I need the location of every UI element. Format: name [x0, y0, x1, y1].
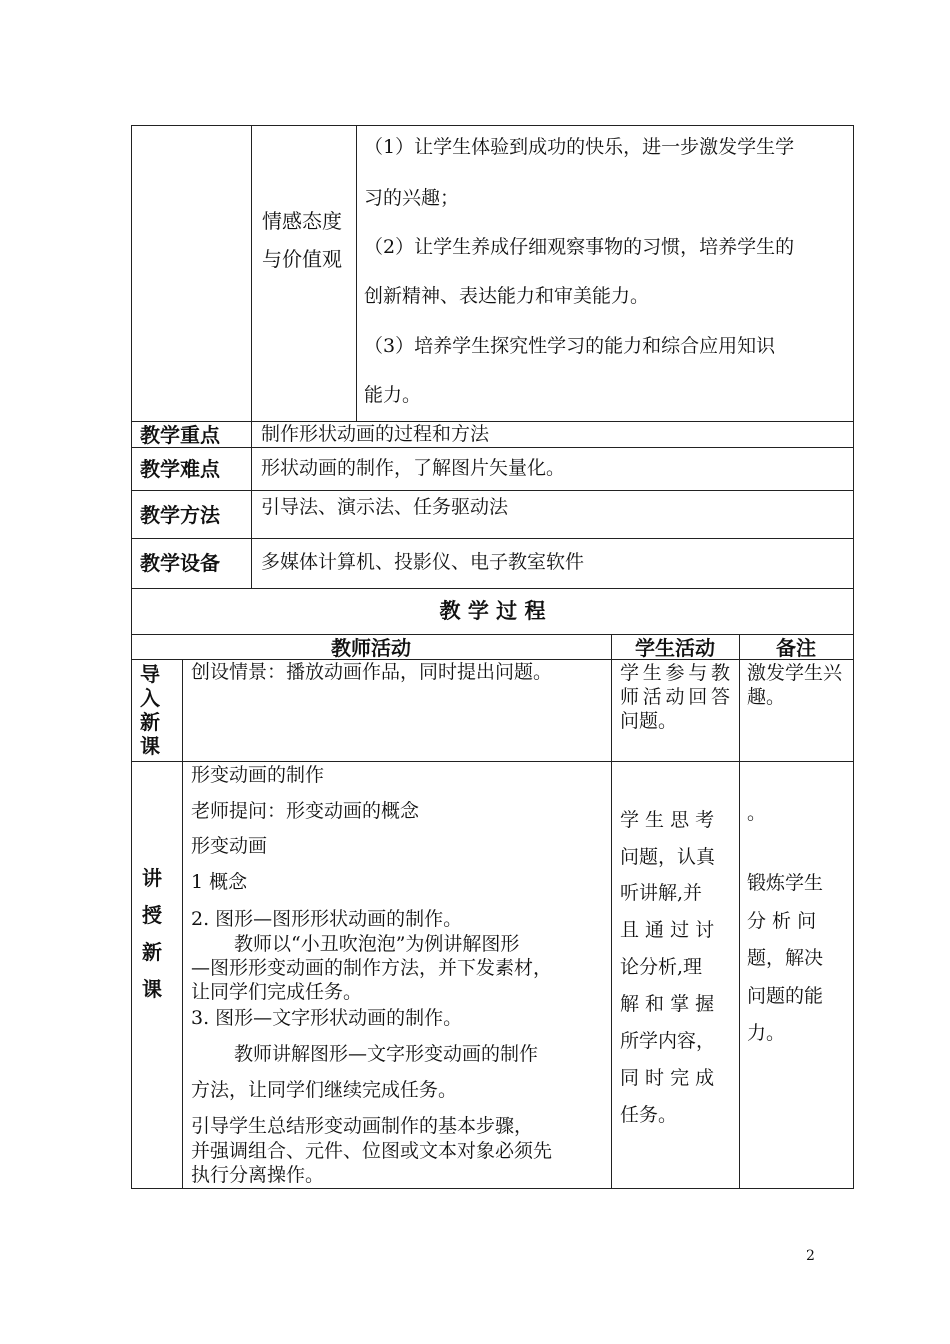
table-border-right [853, 125, 854, 1189]
lecture-teacher-line: 1 概念 [191, 871, 248, 893]
lecture-teacher-line: 2. 图形—图形形状动画的制作。 [191, 908, 463, 930]
divider [131, 634, 854, 635]
lecture-teacher-line: —图形形变动画的制作方法，并下发素材， [191, 957, 553, 979]
lecture-student-line: 论分析,理 [620, 956, 703, 978]
intro-teacher: 创设情景：播放动画作品，同时提出问题。 [191, 661, 553, 683]
info-label-difficulty: 教学难点 [140, 457, 220, 481]
lecture-student-line: 学 生 思 考 [620, 809, 715, 831]
column-header-teacher: 教师活动 [331, 636, 411, 660]
table-border-bottom [131, 1188, 854, 1189]
lecture-teacher-line: 并强调组合、元件、位图或文本对象必须先 [191, 1140, 553, 1162]
divider [739, 634, 740, 1189]
page-number: 2 [806, 1248, 815, 1264]
lecture-note-line: 问题的能 [747, 985, 824, 1007]
info-value-key-point: 制作形状动画的过程和方法 [261, 423, 490, 445]
info-label-key-point: 教学重点 [140, 423, 220, 447]
divider [611, 634, 612, 1189]
divider [131, 490, 854, 491]
objective-line: 能力。 [364, 384, 422, 406]
divider [131, 761, 854, 762]
lecture-teacher-line: 教师讲解图形—文字形变动画的制作 [234, 1043, 539, 1065]
divider [131, 421, 854, 422]
lecture-teacher-line: 形变动画的制作 [191, 764, 325, 786]
lecture-student-line: 听讲解,并 [620, 882, 703, 904]
column-header-note: 备注 [776, 636, 816, 660]
section-label-lecture: 讲授新课 [142, 866, 162, 1001]
objective-line: 创新精神、表达能力和审美能力。 [364, 285, 650, 307]
lecture-student-line: 任务。 [620, 1104, 678, 1126]
divider [131, 538, 854, 539]
objective-line: （3）培养学生探究性学习的能力和综合应用知识 [364, 335, 776, 357]
lecture-student-line: 解 和 掌 握 [620, 993, 715, 1015]
lecture-student-line: 问题，认真 [620, 846, 716, 868]
lecture-teacher-line: 3. 图形—文字形状动画的制作。 [191, 1007, 463, 1029]
lecture-teacher-line: 形变动画 [191, 835, 268, 857]
intro-student: 学生参与教师活动回答问题。 [620, 662, 730, 732]
process-title: 教 学 过 程 [439, 599, 546, 623]
info-label-method: 教学方法 [140, 503, 220, 527]
info-label-equipment: 教学设备 [140, 551, 220, 575]
lecture-teacher-line: 教师以“小丑吹泡泡”为例讲解图形 [234, 933, 520, 955]
divider [131, 588, 854, 589]
lecture-teacher-line: 执行分离操作。 [191, 1164, 325, 1186]
table-border-top [131, 125, 854, 126]
info-value-equipment: 多媒体计算机、投影仪、电子教室软件 [261, 551, 585, 573]
lecture-teacher-line: 让同学们完成任务。 [191, 981, 363, 1003]
objective-category: 情感态度与价值观 [262, 209, 342, 271]
info-value-difficulty: 形状动画的制作，了解图片矢量化。 [261, 457, 566, 479]
column-header-student: 学生活动 [635, 636, 715, 660]
divider [131, 447, 854, 448]
divider [182, 659, 183, 1189]
lecture-student-line: 同 时 完 成 [620, 1067, 715, 1089]
lecture-note-line: 分 析 问 [747, 910, 817, 932]
lecture-teacher-line: 老师提问：形变动画的概念 [191, 800, 420, 822]
objective-line: （1）让学生体验到成功的快乐，进一步激发学生学 [364, 136, 795, 158]
lecture-teacher-line: 方法，让同学们继续完成任务。 [191, 1079, 458, 1101]
lecture-note-line: 题，解决 [747, 947, 824, 969]
divider [251, 125, 252, 589]
lecture-note-line: 。 [747, 802, 767, 824]
section-label-intro: 导入新课 [140, 662, 160, 758]
lecture-note-line: 力。 [747, 1022, 786, 1044]
intro-note: 激发学生兴趣。 [747, 662, 843, 708]
lecture-student-line: 所学内容， [620, 1030, 716, 1052]
objective-line: （2）让学生养成仔细观察事物的习惯，培养学生的 [364, 236, 795, 258]
info-value-method: 引导法、演示法、任务驱动法 [261, 496, 509, 518]
divider [356, 125, 357, 422]
objective-line: 习的兴趣； [364, 187, 460, 209]
lecture-teacher-line: 引导学生总结形变动画制作的基本步骤， [191, 1115, 534, 1137]
lecture-note-line: 锻炼学生 [747, 872, 824, 894]
lecture-student-line: 且 通 过 讨 [620, 919, 715, 941]
